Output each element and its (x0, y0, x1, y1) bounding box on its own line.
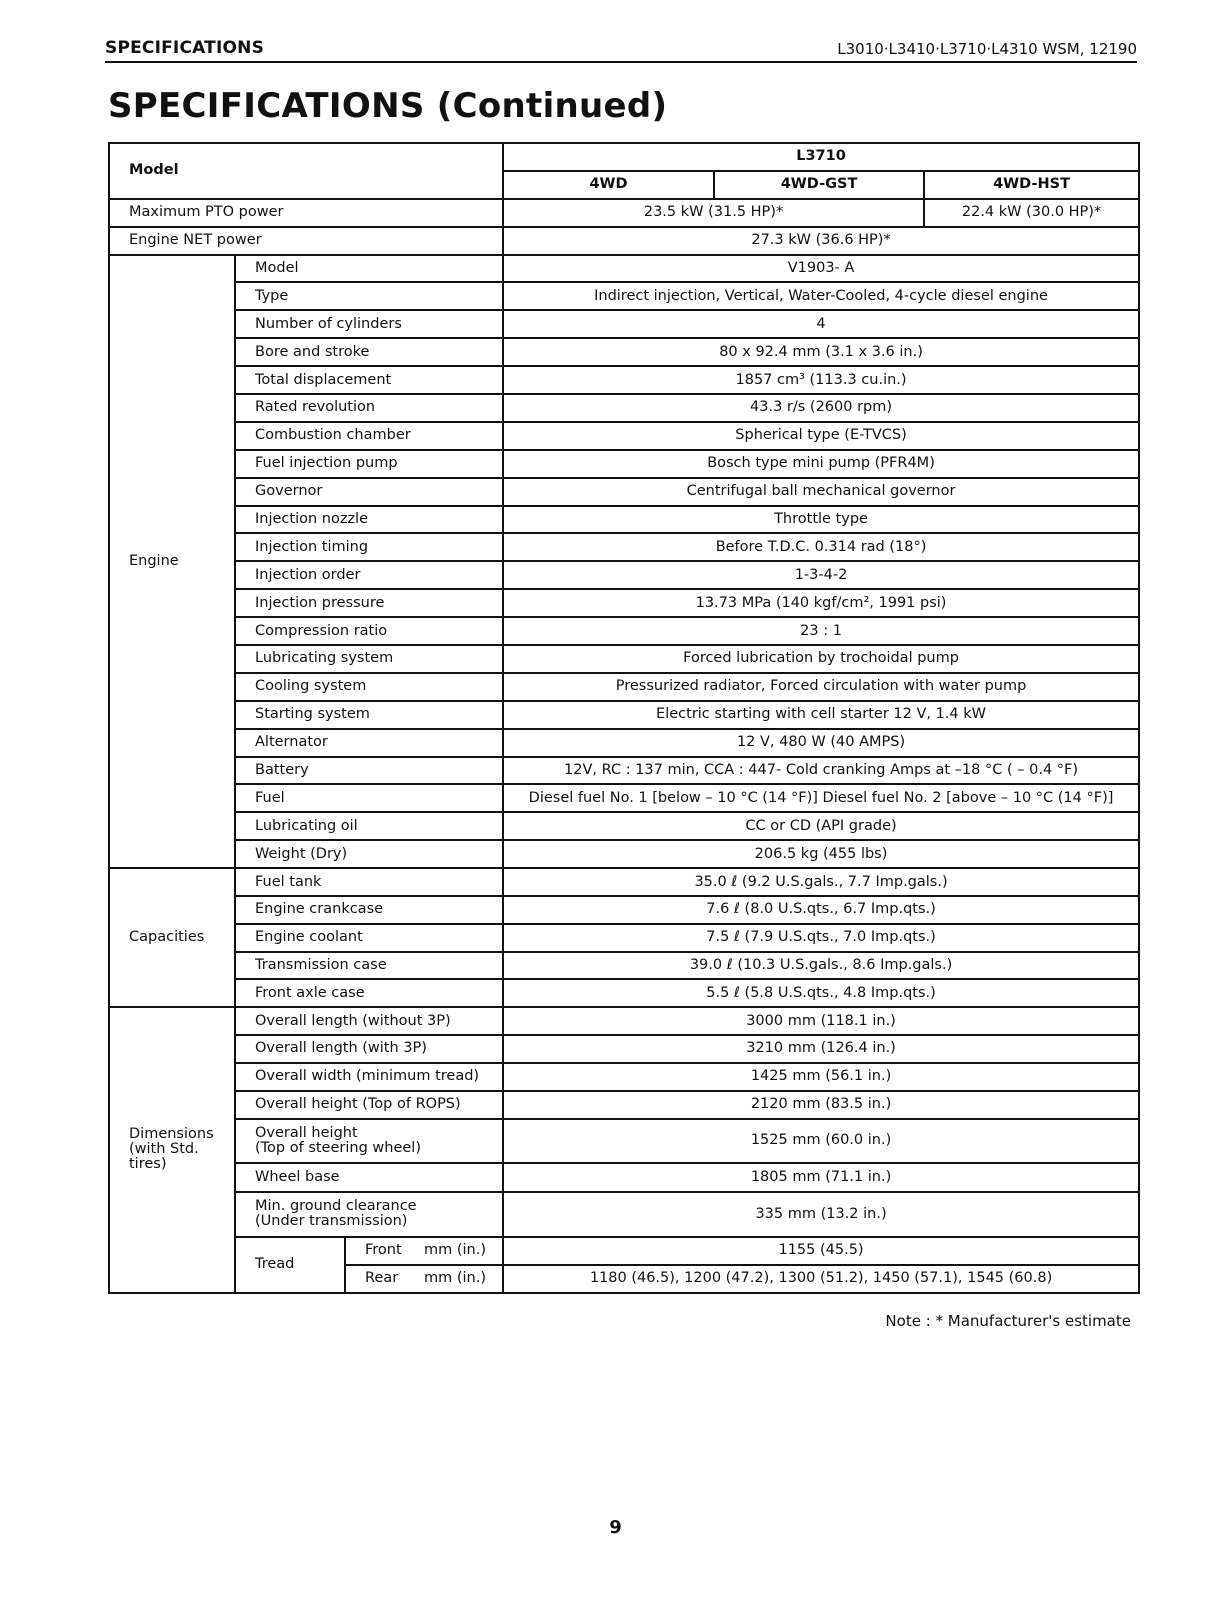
engine-spec-value: Electric starting with cell starter 12 V, 1.4 kW (503, 701, 1139, 729)
dimensions-group-label (109, 1007, 235, 1293)
dimension-row (109, 1091, 1139, 1119)
engine-spec-value: 1-3-4-2 (503, 561, 1139, 589)
engine-row (109, 673, 1139, 701)
clearance-label (235, 1192, 503, 1237)
dimension-spec-value: 2120 mm (83.5 in.) (503, 1091, 1139, 1119)
engine-spec-label: Injection order (235, 561, 503, 589)
engine-row (109, 840, 1139, 868)
capacity-spec-label: Fuel tank (235, 868, 503, 896)
capacity-row (109, 979, 1139, 1007)
engine-spec-value: Pressurized radiator, Forced circulation with water pump (503, 673, 1139, 701)
engine-spec-label: Battery (235, 757, 503, 785)
engine-spec-label: Lubricating oil (235, 812, 503, 840)
engine-row (109, 645, 1139, 673)
tread-front-value: 1155 (45.5) (503, 1237, 1139, 1265)
dimension-spec-value: 3210 mm (126.4 in.) (503, 1035, 1139, 1063)
engine-row (109, 310, 1139, 338)
engine-spec-value: Indirect injection, Vertical, Water-Cooled, 4-cycle diesel engine (503, 282, 1139, 310)
wheel-base-value: 1805 mm (71.1 in.) (503, 1163, 1139, 1192)
variant-4wd-hst: 4WD-HST (924, 171, 1139, 199)
dimension-spec-label: Overall length (without 3P) (235, 1007, 503, 1035)
tread-front-label (345, 1237, 503, 1265)
engine-spec-value: 206.5 kg (455 lbs) (503, 840, 1139, 868)
dimension-spec-value: 3000 mm (118.1 in.) (503, 1007, 1139, 1035)
height-wheel-label-line2: (Top of steering wheel) (255, 1139, 421, 1156)
engine-spec-value: 13.73 MPa (140 kgf/cm², 1991 psi) (503, 589, 1139, 617)
engine-row (109, 701, 1139, 729)
capacity-spec-label: Front axle case (235, 979, 503, 1007)
engine-spec-value: Forced lubrication by trochoidal pump (503, 645, 1139, 673)
engine-spec-label: Weight (Dry) (235, 840, 503, 868)
dimension-spec-label: Overall length (with 3P) (235, 1035, 503, 1063)
engine-spec-label: Total displacement (235, 366, 503, 394)
dimensions-group-line: (with Std. (129, 1141, 199, 1158)
dimension-spec-label: Overall width (minimum tread) (235, 1063, 503, 1091)
engine-row (109, 394, 1139, 422)
engine-row (109, 533, 1139, 561)
height-wheel-label (235, 1119, 503, 1163)
engine-row (109, 617, 1139, 645)
capacity-spec-value: 7.6 ℓ (8.0 U.S.qts., 6.7 Imp.qts.) (503, 896, 1139, 924)
engine-spec-label: Number of cylinders (235, 310, 503, 338)
tread-rear-unit: mm (in.) (424, 1270, 487, 1287)
engine-row (109, 282, 1139, 310)
capacity-spec-label: Transmission case (235, 952, 503, 980)
engine-spec-value: 12 V, 480 W (40 AMPS) (503, 729, 1139, 757)
header-rule (105, 61, 1137, 63)
engine-spec-label: Governor (235, 478, 503, 506)
net-power-value: 27.3 kW (36.6 HP)* (503, 227, 1139, 255)
engine-row (109, 255, 1139, 283)
dimension-spec-value: 1425 mm (56.1 in.) (503, 1063, 1139, 1091)
tread-rear-label (345, 1265, 503, 1293)
engine-row (109, 338, 1139, 366)
dimensions-group-line: tires) (129, 1156, 167, 1173)
engine-spec-label: Starting system (235, 701, 503, 729)
dimension-row-height-wheel (109, 1119, 1139, 1163)
wheel-base-label: Wheel base (235, 1163, 503, 1192)
capacity-spec-value: 7.5 ℓ (7.9 U.S.qts., 7.0 Imp.qts.) (503, 924, 1139, 952)
tread-rear-name: Rear (365, 1270, 399, 1287)
engine-spec-label: Rated revolution (235, 394, 503, 422)
capacity-row (109, 952, 1139, 980)
engine-spec-label: Bore and stroke (235, 338, 503, 366)
engine-row (109, 366, 1139, 394)
dimension-row-wheel-base (109, 1163, 1139, 1192)
model-name: L3710 (503, 143, 1139, 171)
engine-row (109, 729, 1139, 757)
model-label: Model (109, 143, 503, 199)
engine-spec-label: Injection nozzle (235, 506, 503, 534)
tread-front-row (109, 1237, 1139, 1265)
engine-group-label: Engine (109, 255, 235, 869)
engine-row (109, 757, 1139, 785)
dimension-row (109, 1007, 1139, 1035)
engine-row (109, 561, 1139, 589)
clearance-label-line1: Min. ground clearance (255, 1198, 417, 1215)
engine-spec-label: Injection pressure (235, 589, 503, 617)
capacity-spec-value: 35.0 ℓ (9.2 U.S.gals., 7.7 Imp.gals.) (503, 868, 1139, 896)
engine-spec-value: Diesel fuel No. 1 [below – 10 °C (14 °F)] Diesel fuel No. 2 [above – 10 °C (14 °F)] (503, 784, 1139, 812)
capacity-row (109, 868, 1139, 896)
engine-spec-value: 12V, RC : 137 min, CCA : 447- Cold cranking Amps at –18 °C ( – 0.4 °F) (503, 757, 1139, 785)
engine-spec-value: 80 x 92.4 mm (3.1 x 3.6 in.) (503, 338, 1139, 366)
model-row (109, 143, 1139, 171)
running-header-doc-ref: L3010·L3410·L3710·L4310 WSM, 12190 (837, 40, 1137, 58)
tread-rear-value: 1180 (46.5), 1200 (47.2), 1300 (51.2), 1450 (57.1), 1545 (60.8) (503, 1265, 1139, 1293)
engine-spec-value: Centrifugal ball mechanical governor (503, 478, 1139, 506)
engine-spec-label: Alternator (235, 729, 503, 757)
engine-spec-value: Spherical type (E-TVCS) (503, 422, 1139, 450)
engine-spec-label: Combustion chamber (235, 422, 503, 450)
engine-spec-value: Before T.D.C. 0.314 rad (18°) (503, 533, 1139, 561)
engine-spec-value: 43.3 r/s (2600 rpm) (503, 394, 1139, 422)
net-power-row (109, 227, 1139, 255)
engine-spec-label: Cooling system (235, 673, 503, 701)
engine-row (109, 478, 1139, 506)
capacity-row (109, 896, 1139, 924)
capacity-spec-label: Engine crankcase (235, 896, 503, 924)
capacity-spec-label: Engine coolant (235, 924, 503, 952)
capacity-row (109, 924, 1139, 952)
engine-spec-value: 4 (503, 310, 1139, 338)
variant-4wd: 4WD (503, 171, 714, 199)
capacities-group-label: Capacities (109, 868, 235, 1007)
height-wheel-label-line1: Overall height (255, 1124, 358, 1141)
dimension-spec-label: Overall height (Top of ROPS) (235, 1091, 503, 1119)
engine-spec-value: 23 : 1 (503, 617, 1139, 645)
engine-spec-value: Throttle type (503, 506, 1139, 534)
engine-spec-label: Type (235, 282, 503, 310)
net-power-label: Engine NET power (109, 227, 503, 255)
capacity-spec-value: 39.0 ℓ (10.3 U.S.gals., 8.6 Imp.gals.) (503, 952, 1139, 980)
pto-label: Maximum PTO power (109, 199, 503, 227)
engine-spec-label: Compression ratio (235, 617, 503, 645)
tread-front-name: Front (365, 1242, 402, 1259)
pto-value-hst: 22.4 kW (30.0 HP)* (924, 199, 1139, 227)
page-title: SPECIFICATIONS (Continued) (108, 86, 668, 126)
engine-row (109, 812, 1139, 840)
footnote: Note : * Manufacturer's estimate (885, 1312, 1131, 1330)
dimension-row (109, 1063, 1139, 1091)
engine-row (109, 422, 1139, 450)
engine-spec-label: Model (235, 255, 503, 283)
clearance-value: 335 mm (13.2 in.) (503, 1192, 1139, 1237)
engine-row (109, 589, 1139, 617)
engine-spec-label: Fuel injection pump (235, 450, 503, 478)
dimensions-group-line: Dimensions (129, 1126, 214, 1143)
engine-spec-value: V1903- A (503, 255, 1139, 283)
pto-row (109, 199, 1139, 227)
page-number: 9 (609, 1517, 622, 1538)
engine-spec-label: Injection timing (235, 533, 503, 561)
dimension-row-clearance (109, 1192, 1139, 1237)
capacity-spec-value: 5.5 ℓ (5.8 U.S.qts., 4.8 Imp.qts.) (503, 979, 1139, 1007)
running-header-section: SPECIFICATIONS (105, 38, 265, 58)
clearance-label-line2: (Under transmission) (255, 1213, 408, 1230)
engine-row (109, 784, 1139, 812)
pto-value-4wd-gst: 23.5 kW (31.5 HP)* (503, 199, 924, 227)
engine-row (109, 506, 1139, 534)
engine-spec-value: Bosch type mini pump (PFR4M) (503, 450, 1139, 478)
variant-4wd-gst: 4WD-GST (714, 171, 924, 199)
engine-spec-label: Fuel (235, 784, 503, 812)
spec-table (108, 142, 1140, 1294)
engine-spec-value: CC or CD (API grade) (503, 812, 1139, 840)
engine-row (109, 450, 1139, 478)
dimension-row (109, 1035, 1139, 1063)
engine-spec-value: 1857 cm³ (113.3 cu.in.) (503, 366, 1139, 394)
tread-label: Tread (235, 1237, 345, 1293)
tread-front-unit: mm (in.) (424, 1242, 487, 1259)
height-wheel-value: 1525 mm (60.0 in.) (503, 1119, 1139, 1163)
engine-spec-label: Lubricating system (235, 645, 503, 673)
